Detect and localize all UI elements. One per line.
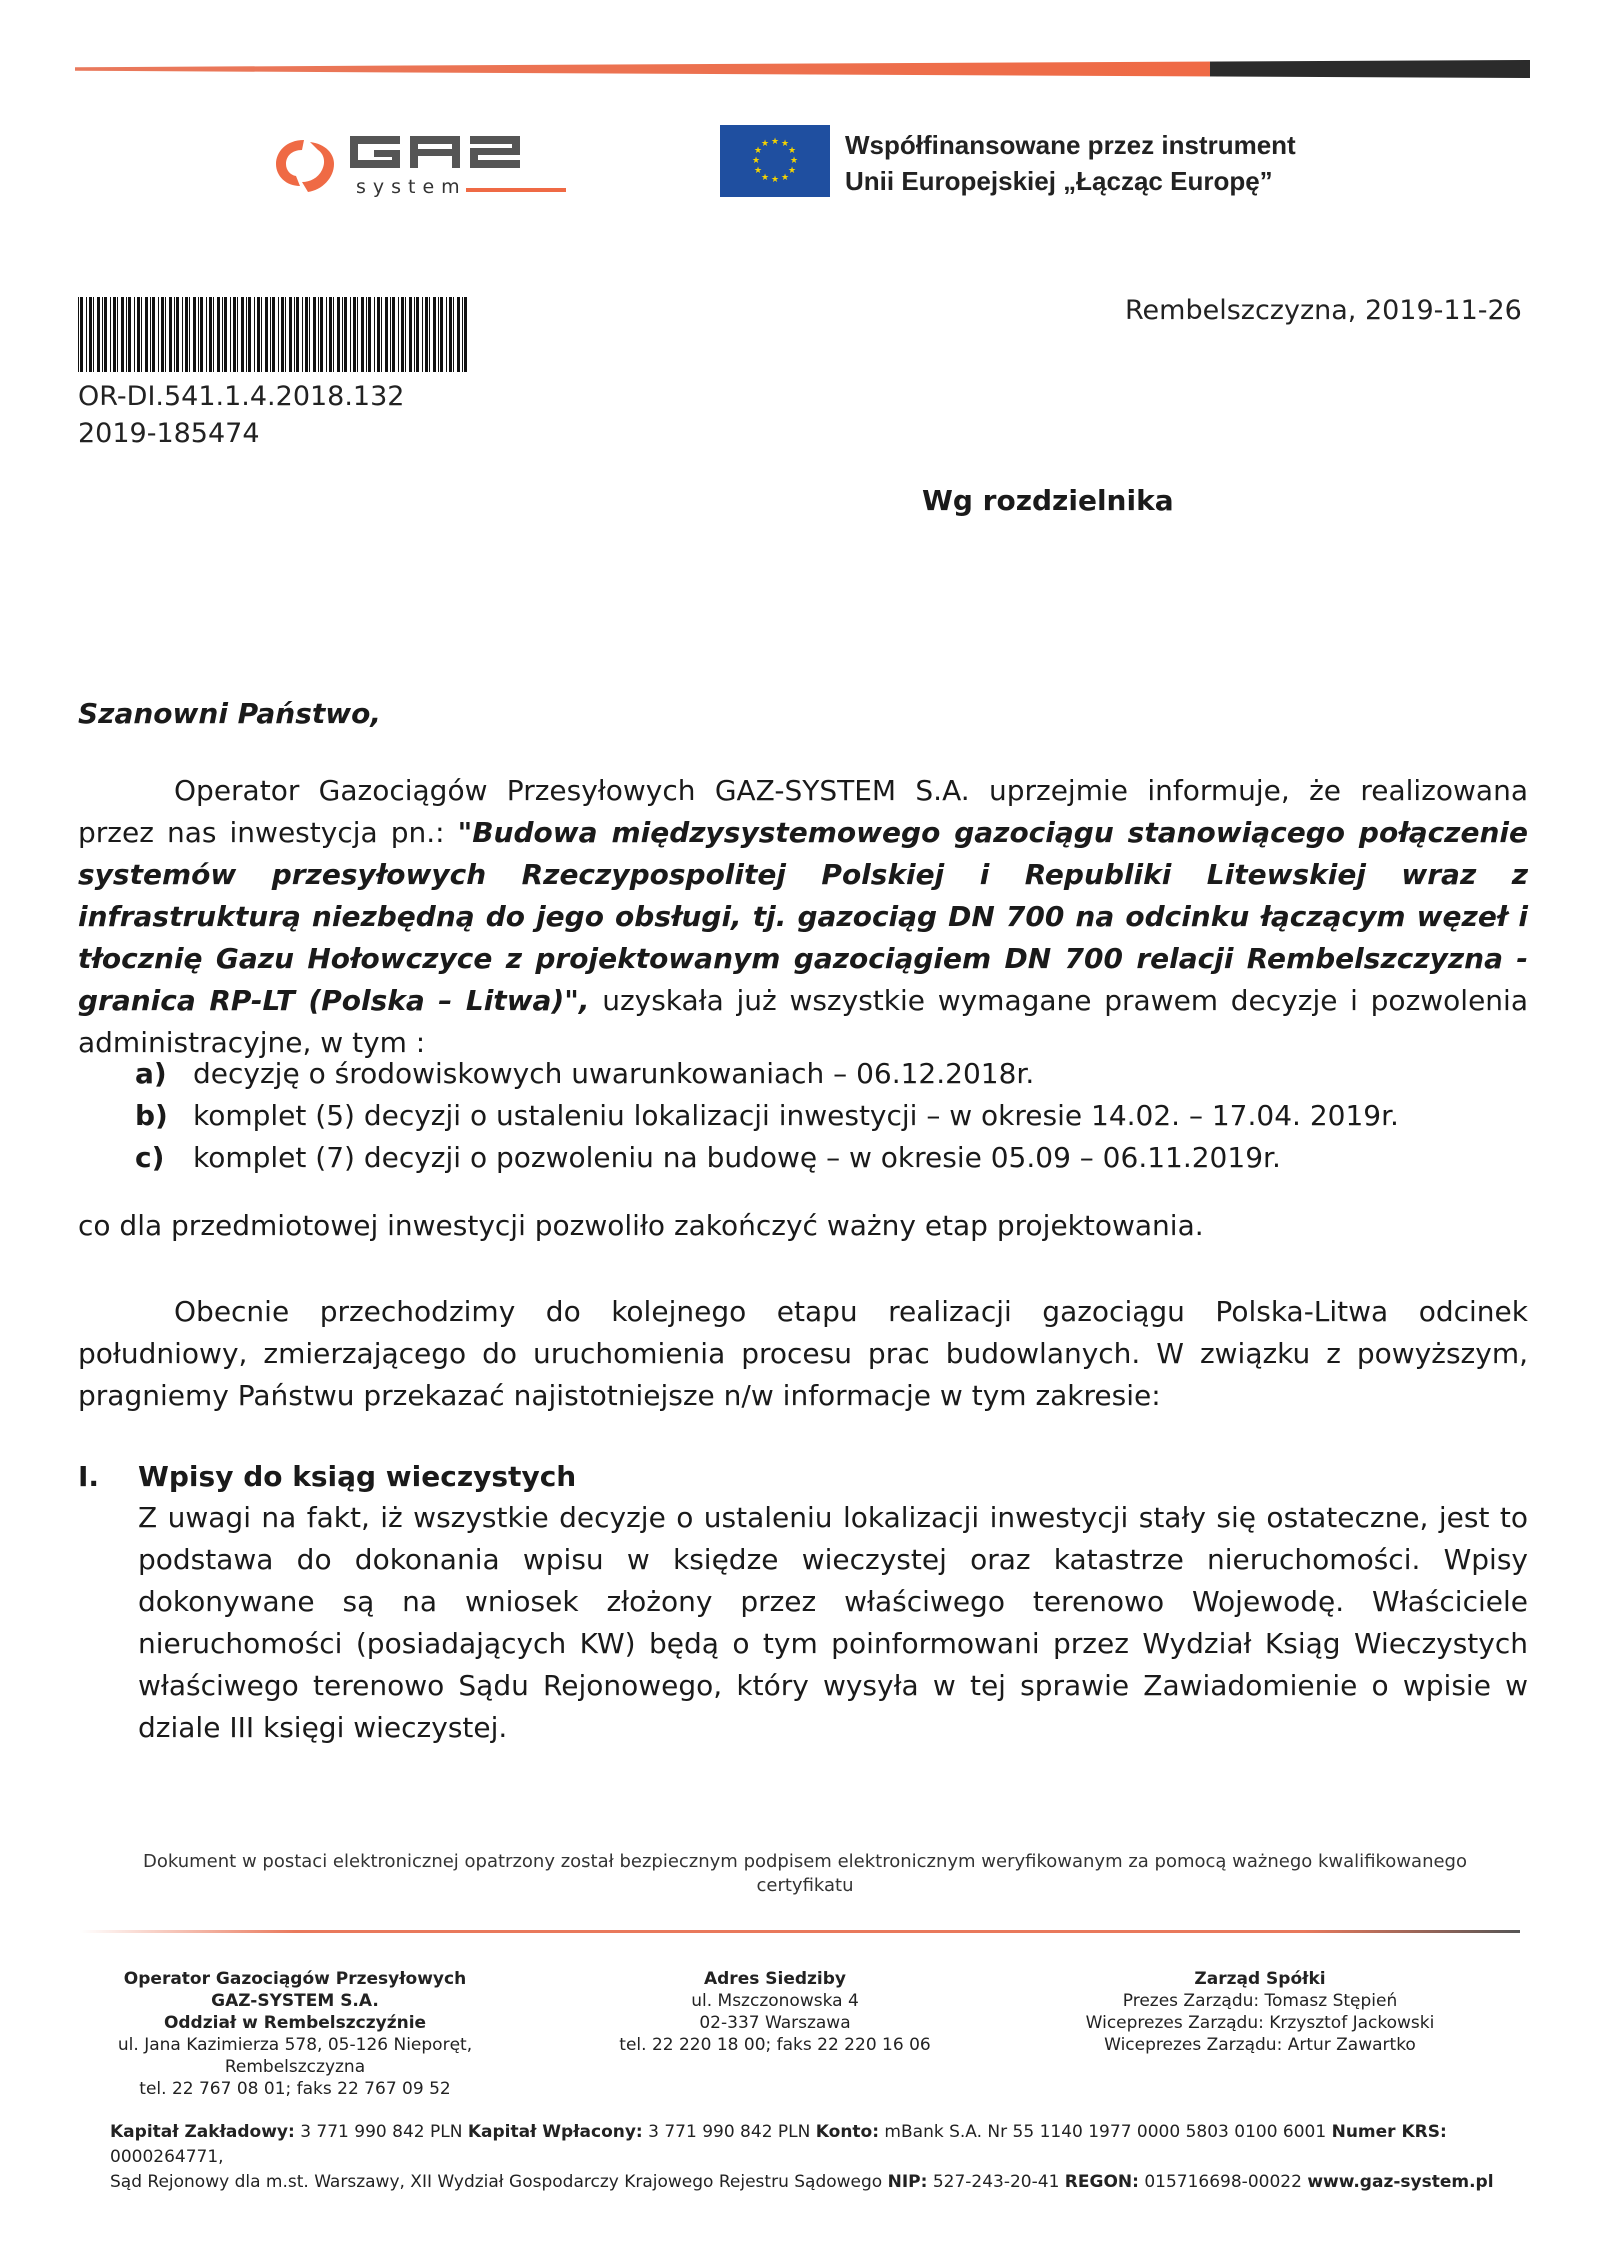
eu-flag-icon [720, 125, 830, 197]
eu-line-1: Współfinansowane przez instrument [845, 130, 1296, 160]
svg-text:★: ★ [780, 139, 790, 149]
list-marker: b) [135, 1099, 168, 1132]
eu-line-2: Unii Europejskiej „Łącząc Europę” [845, 166, 1273, 196]
list-text: komplet (5) decyzji o ustaleniu lokalizacji inwestycji – w okresie 14.02. – 17.04. 2019r. [193, 1099, 1399, 1132]
svg-text:★: ★ [760, 139, 770, 149]
list-item [135, 1052, 1034, 1095]
website-link[interactable]: www.gaz-system.pl [1307, 2172, 1494, 2192]
logo-subtitle: system [356, 176, 467, 198]
paragraph-land-registry: Z uwagi na fakt, iż wszystkie decyzje o ustaleniu lokalizacji inwestycji stały się ostateczne, jest to podstawa do dokonania wpisu w księdze wieczystej oraz katastrze nieruchomości. Wpisy dokonywane są na wniosek złożony przez właściwego terenowo Wojewodę. Właściciele nieruchomości (posiadających KW) będą o tym poinformowani przez Wydział Ksiąg Wieczystych właściwego terenowo Sądu Rejonowego, który wysyła w tej sprawie Zawiadomienie o wpisie w dziale III księgi wieczystej. [138, 1501, 1528, 1744]
footer-company-phone: tel. 22 767 08 01; faks 22 767 09 52 [139, 2079, 451, 2099]
greeting: Szanowni Państwo, [78, 697, 382, 730]
footer-board [1050, 1968, 1470, 2056]
svg-text:★: ★ [787, 166, 797, 176]
list-item [135, 1136, 1281, 1179]
gaz-system-logo [270, 128, 570, 198]
footer-company-branch: Oddział w Rembelszczyźnie [163, 2013, 427, 2033]
reference-number: OR-DI.541.1.4.2018.132 [78, 381, 405, 412]
list-text: komplet (7) decyzji o pozwoleniu na budowę – w okresie 05.09 – 06.11.2019r. [193, 1141, 1281, 1174]
legal-label: NIP: [887, 2172, 928, 2192]
list-item [135, 1094, 1399, 1137]
footer-board-member: Wiceprezes Zarządu: Artur Zawartko [1104, 2035, 1416, 2055]
section-title: Wpisy do ksiąg wieczystych [138, 1460, 577, 1493]
legal-value: mBank S.A. Nr 55 1140 1977 0000 5803 0100 6001 [879, 2122, 1332, 2142]
legal-label: Kapitał Wpłacony: [467, 2122, 643, 2142]
footer-hq-street: ul. Mszczonowska 4 [691, 1991, 859, 2011]
paragraph-next-stage [78, 1291, 1528, 1417]
document-id: 2019-185474 [78, 418, 260, 449]
svg-text:★: ★ [753, 146, 763, 156]
legal-label: Kapitał Zakładowy: [110, 2122, 295, 2142]
intro-end: uzyskała już wszystkie wymagane prawem decyzje i pozwolenia administracyjne, w tym : [78, 984, 1528, 1059]
footer-hq-city: 02-337 Warszawa [699, 2013, 851, 2033]
section-number: I. [78, 1460, 100, 1493]
legal-label: Konto: [815, 2122, 880, 2142]
footer-hq-phone: tel. 22 220 18 00; faks 22 220 16 06 [619, 2035, 931, 2055]
list-marker: a) [135, 1057, 167, 1090]
footer-company-address: ul. Jana Kazimierza 578, 05-126 Nieporęt, [117, 2035, 473, 2055]
next-stage-text: Obecnie przechodzimy do kolejnego etapu realizacji gazociągu Polska-Litwa odcinek południowy, zmierzającego do uruchomienia procesu prac budowlanych. W związku z powyższym, pragniemy Państwu przekazać najistotniejsze n/w informacje w tym zakresie: [78, 1295, 1528, 1412]
footer-company-name: GAZ-SYSTEM S.A. [211, 1991, 379, 2011]
footer-board-title: Zarząd Spółki [1194, 1969, 1326, 1989]
svg-text:★: ★ [787, 146, 797, 156]
svg-text:★: ★ [770, 175, 780, 185]
legal-value: 0000264771, [110, 2147, 224, 2167]
footer-divider [80, 1930, 1520, 1933]
legal-value: 3 771 990 842 PLN [642, 2122, 816, 2142]
footer-headquarters [580, 1968, 970, 2056]
list-marker: c) [135, 1141, 165, 1174]
paragraph-intro [78, 770, 1528, 1064]
recipient: Wg rozdzielnika [922, 484, 1174, 517]
intro-text: Operator Gazociągów Przesyłowych GAZ-SYSTEM S.A. uprzejmie informuje, że realizowana przez nas inwestycja pn.: [78, 774, 1528, 849]
footer-company-city: Rembelszczyzna [224, 2057, 366, 2077]
svg-text:★: ★ [760, 173, 770, 183]
svg-text:★: ★ [770, 137, 780, 147]
paragraph-stage: co dla przedmiotowej inwestycji pozwoliło zakończyć ważny etap projektowania. [78, 1209, 1204, 1242]
legal-value: 527-243-20-41 [927, 2172, 1065, 2192]
reference-block [78, 378, 404, 452]
legal-value: Sąd Rejonowy dla m.st. Warszawy, XII Wydział Gospodarczy Krajowego Rejestru Sądowego [110, 2172, 888, 2192]
barcode [78, 297, 473, 372]
svg-text:★: ★ [751, 156, 761, 166]
svg-text:★: ★ [780, 173, 790, 183]
legal-value: 3 771 990 842 PLN [294, 2122, 468, 2142]
eu-cofinancing-text [845, 127, 1296, 199]
footer-legal-info [110, 2120, 1530, 2195]
place-date: Rembelszczyzna, 2019-11-26 [1125, 295, 1522, 326]
header-stripe [75, 60, 1530, 78]
legal-label: Numer KRS: [1331, 2122, 1447, 2142]
legal-label: REGON: [1064, 2172, 1139, 2192]
footer-board-member: Wiceprezes Zarządu: Krzysztof Jackowski [1085, 2013, 1435, 2033]
svg-text:★: ★ [789, 156, 799, 166]
footer-hq-title: Adres Siedziby [703, 1969, 847, 1989]
footer-company-title: Operator Gazociągów Przesyłowych [123, 1969, 467, 1989]
legal-value: 015716698-00022 [1138, 2172, 1308, 2192]
svg-text:★: ★ [753, 166, 763, 176]
list-text: decyzję o środowiskowych uwarunkowaniach – 06.12.2018r. [193, 1057, 1035, 1090]
e-signature-note: Dokument w postaci elektronicznej opatrzony został bezpiecznym podpisem elektronicznym weryfikowanym za pomocą ważnego kwalifikowanego certyfikatu [143, 1851, 1467, 1896]
investment-title: "Budowa międzysystemowego gazociągu stanowiącego połączenie systemów przesyłowych Rzeczypospolitej Polskiej i Republiki Litewskiej wraz z infrastrukturą niezbędną do jego obsługi, tj. gazociąg DN 700 na odcinku łączącym węzeł i tłocznię Gazu Hołowczyce z projektowanym gazociągiem DN 700 relacji Rembelszczyzna - granica RP-LT (Polska – Litwa)", [78, 816, 1528, 1017]
footer-company [90, 1968, 500, 2100]
footer-board-member: Prezes Zarządu: Tomasz Stępień [1122, 1991, 1398, 2011]
